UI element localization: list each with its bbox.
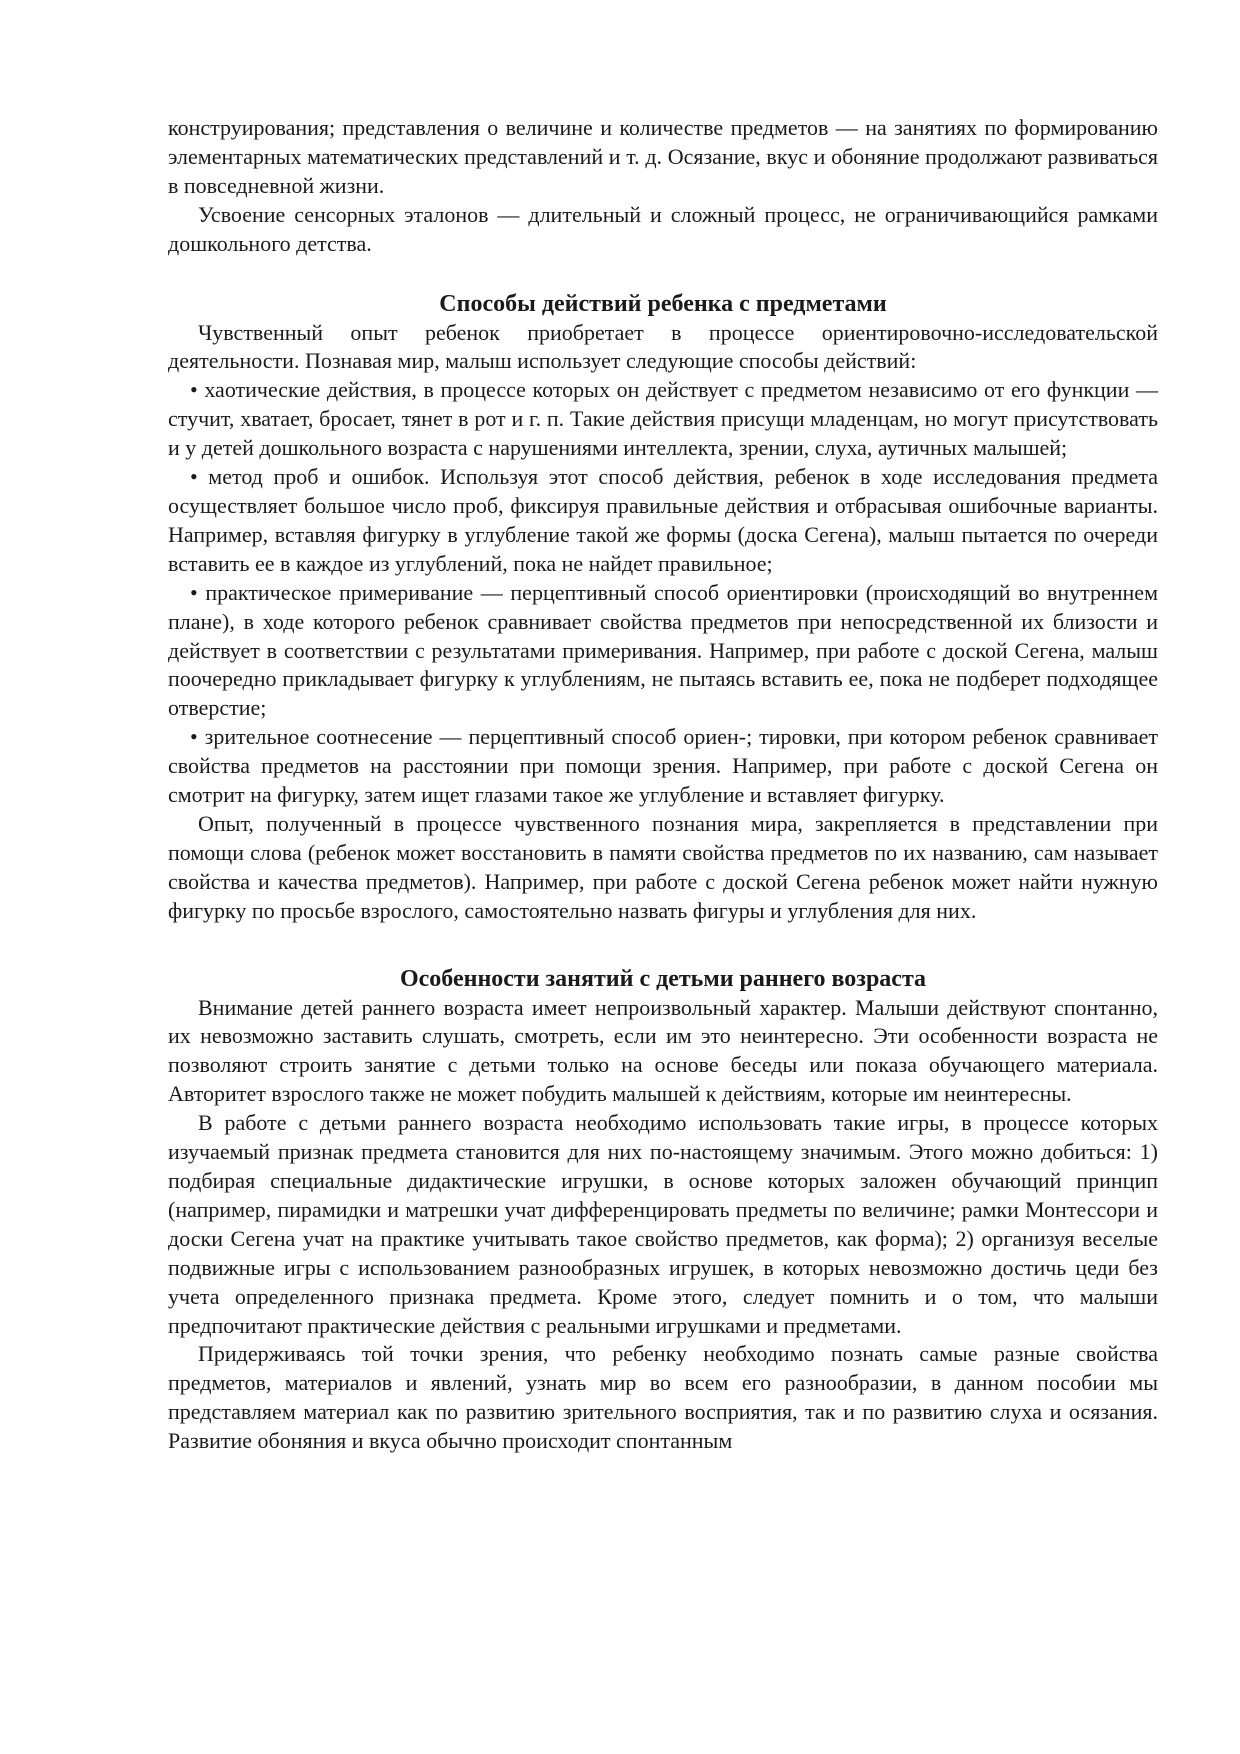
- paragraph-games: В работе с детьми раннего возраста необходимо использовать такие игры, в процессе которых изучаемый признак предмета становится для них по-настоящему значимым. Этого можно добиться: 1) подбирая специальные дидактические игрушки, в основе которых заложен обучающий принцип (например, пирамидки и матрешки учат дифференцировать предметы по величине; рамки Монтессори и доски Сегена учат на практике учитывать такое свойство предметов, как форма); 2) организуя веселые подвижные игры с использованием разнообразных игрушек, в которых невозможно достичь цеди без учета определенного признака предмета. Кроме этого, следует помнить и о том, что малыши предпочитают практические действия с реальными игрушками и предметами.: [168, 1110, 1158, 1338]
- document-page: [168, 114, 1158, 1456]
- paragraph-manual: Придерживаясь той точки зрения, что ребенку необходимо познать самые разные свойства предметов, материалов и явлений, узнать мир во всем его разнообразии, в данном пособии мы представляем материал как по развитию зрительного восприятия, так и по развитию слуха и осязания. Развитие обоняния и вкуса обычно происходит спонтанным: [168, 1341, 1158, 1454]
- list-item-chaotic-actions: • хаотические действия, в процессе которых он действует с предметом независимо от его функции — стучит, хватает, бросает, тянет в рот и г. п. Такие действия присущи младенцам, но могут присутствовать и у детей дошкольного возраста с нарушениями интеллекта, зрении, слуха, аутичных малышей;: [168, 377, 1158, 461]
- paragraph-continued: конструирования; представления о величине и количестве предметов — на занятиях по формированию элементарных математических представлений и т. д. Осязание, вкус и обоняние продолжают развиваться в повседневной жизни.: [168, 115, 1158, 198]
- paragraph-sensory-standards: Усвоение сенсорных эталонов — длительный и сложный процесс, не ограничивающийся рамками дошкольного детства.: [168, 201, 1158, 256]
- list-item-trial-error: • метод проб и ошибок. Используя этот способ действия, ребенок в ходе исследования предмета осуществляет большое число проб, фиксируя правильные действия и отбрасывая ошибочные варианты. Например, вставляя фигурку в углубление такой же формы (доска Сегена), малыш пытается по очереди вставить ее в каждое из углублений, пока не найдет правильное;: [168, 464, 1158, 576]
- paragraph-intro: Чувственный опыт ребенок приобретает в процессе ориентировочно-исследовательской деятельности. Познавая мир, малыш использует следующие способы действий:: [168, 319, 1158, 374]
- paragraph-experience: Опыт, полученный в процессе чувственного познания мира, закрепляется в представлении при помощи слова (ребенок может восстановить в памяти свойства предметов по их названию, сам называет свойства и качества предметов). Например, при работе с доской Сегена ребенок может найти нужную фигурку по просьбе взрослого, самостоятельно назвать фигуры и углубления для них.: [168, 810, 1158, 923]
- section-heading-early-age: Особенности занятий с детьми раннего возраста: [399, 965, 927, 992]
- section-heading-actions: Способы действий ребенка с предметами: [439, 290, 887, 317]
- paragraph-attention: Внимание детей раннего возраста имеет непроизвольный характер. Малыши действуют спонтанно, их невозможно заставить слушать, смотреть, если им это неинтересно. Эти особенности возраста не позволяют строить занятие с детьми только на основе беседы или показа обучающего материала. Авторитет взрослого также не может побудить малышей к действиям, которые им неинтересны.: [168, 994, 1158, 1107]
- list-item-visual-matching: • зрительное соотнесение — перцептивный способ ориен-; тировки, при котором ребенок сравнивает свойства предметов на расстоянии при помощи зрения. Например, при работе с доской Сегена он смотрит на фигурку, затем ищет глазами такое же углубление и вставляет фигурку.: [168, 724, 1158, 808]
- list-item-practical-fitting: • практическое примеривание — перцептивный способ ориентировки (происходящий во внутреннем плане), в ходе которого ребенок сравнивает свойства предметов при непосредственной их близости и действует в соответствии с результатами примеривания. Например, при работе с доской Сегена, малыш поочередно прикладывает фигурку к углублениям, не пытаясь вставить ее, пока не подберет подходящее отверстие;: [168, 579, 1158, 721]
